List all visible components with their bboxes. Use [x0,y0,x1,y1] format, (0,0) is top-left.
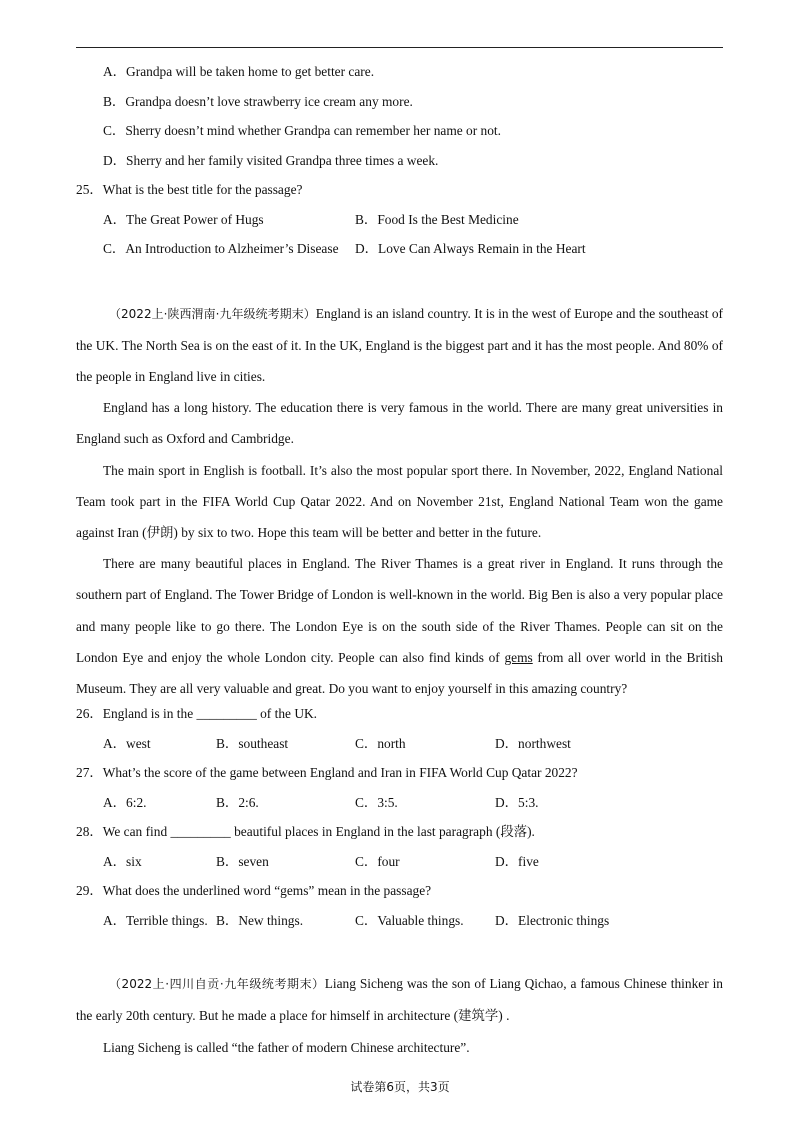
paragraph-text: England is an island country. It is in the west of Europe and the southeast of the UK. The North Sea is on the east of it. In the UK, England is the biggest part and it has the most people. And 80% of the people in England live in cities. [76,305,723,384]
source-label: （2022上·陕西渭南·九年级统考期末） [109,306,316,321]
q24-option-c: C．Sherry doesn’t mind whether Grandpa can remember her name or not. [103,123,501,138]
q25-option-d: D．Love Can Always Remain in the Heart [355,241,586,256]
q27-option-b: B．2:6. [216,794,259,810]
passage-paragraph [76,298,723,393]
q28-options [76,850,723,880]
paragraph-text: from all over world in the British Museum. They are all very valuable and great. Do you want to enjoy yourself in this amazing country? [76,649,723,696]
underlined-word-gems: gems [504,649,533,665]
passage-paragraph: England has a long history. The education there is very famous in the world. There are many great universities in England such as Oxford and Cambridge. [76,400,723,447]
page-content [76,60,723,1063]
q25-option-b: B．Food Is the Best Medicine [355,211,519,227]
question-27 [76,761,723,820]
q25-stem: 25．What is the best title for the passage? [76,182,303,197]
q25-option-c: C．An Introduction to Alzheimer’s Disease [103,241,339,256]
spacer [76,267,723,298]
q28-option-d: D．five [495,853,539,869]
q29-stem: 29．What does the underlined word “gems” mean in the passage? [76,883,432,899]
q27-stem: 27．What’s the score of the game between England and Iran in FIFA World Cup Qatar 2022? [76,765,578,781]
q24-options [76,60,723,178]
q26-option-d: D．northwest [495,735,571,751]
q27-option-a: A．6:2. [103,794,147,810]
q25-options-row-2 [76,237,723,267]
q27-option-c: C．3:5. [355,794,398,810]
passage-england [76,298,723,705]
paragraph-text: There are many beautiful places in England. The River Thames is a great river in England. It runs through the southern part of England. The Tower Bridge of London is well-known in the world. Big Ben is also a very popular place and many people like to go there. The London Eye is on the south side of the River Thames. People can sit on the London Eye and enjoy the whole London city. People can also find kinds of [76,556,723,665]
q24-option-b: B．Grandpa doesn’t love strawberry ice cream any more. [103,93,413,109]
passage-paragraph: Liang Sicheng is called “the father of modern Chinese architecture”. [103,1039,470,1055]
q26-options [76,732,723,762]
q29-option-c: C．Valuable things. [355,912,464,928]
q29-option-a: A．Terrible things. [103,912,208,928]
source-label: （2022上·四川自贡·九年级统考期末） [109,977,325,992]
passage-paragraph: The main sport in English is football. It’s also the most popular sport there. In November, 2022, England National Team took part in the FIFA World Cup Qatar 2022. And on November 21st, England National Team won the game against Iran (伊朗) by six to two. Hope this team will be better and better in the future. [76,462,723,540]
q28-option-b: B．seven [216,853,269,869]
q24-option-a: A．Grandpa will be taken home to get better care. [103,64,375,79]
passage-paragraph [76,968,723,1031]
q25-option-a: A．The Great Power of Hugs [103,211,264,227]
header-rule [76,47,723,48]
q27-options [76,791,723,821]
q26-option-b: B．southeast [216,735,289,751]
q24-option-d: D．Sherry and her family visited Grandpa three times a week. [103,152,439,168]
question-26 [76,702,723,761]
q26-option-a: A．west [103,735,151,751]
q29-options [76,909,723,939]
question-25 [76,178,723,267]
q26-stem: 26．England is in the _________ of the UK. [76,706,318,722]
q27-option-d: D．5:3. [495,794,539,810]
q28-option-c: C．four [355,853,400,869]
q26-option-c: C．north [355,735,406,751]
passage-liang-sicheng [76,968,723,1063]
q25-options-row-1 [76,208,723,238]
paragraph-text: Liang Sicheng was the son of Liang Qichao, a famous Chinese thinker in the early 20th century. But he made a place for himself in architecture (建筑学) . [76,976,723,1024]
question-28 [76,820,723,879]
passage-paragraph [76,548,723,704]
q28-stem: 28．We can find _________ beautiful places in England in the last paragraph (段落). [76,824,535,840]
q29-option-d: D．Electronic things [495,912,610,928]
question-29 [76,879,723,938]
spacer [76,938,723,968]
page-footer: 试卷第6页，共3页 [350,1080,450,1094]
q29-option-b: B．New things. [216,912,304,928]
q28-option-a: A．six [103,853,142,869]
